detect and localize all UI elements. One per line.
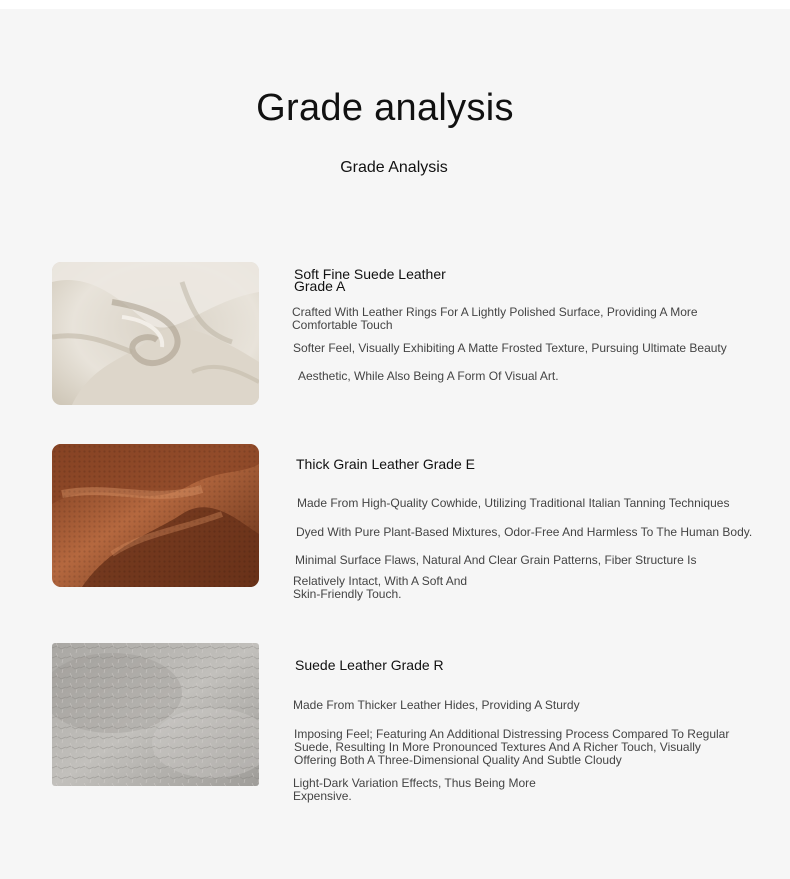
grade-e-desc-line: Made From High-Quality Cowhide, Utilizing Traditional Italian Tanning Techniques [297,496,730,510]
grade-a-desc-line: Softer Feel, Visually Exhibiting A Matte Frosted Texture, Pursuing Ultimate Beauty [293,341,727,355]
grade-analysis-section [0,9,790,879]
grade-r-desc-line: Imposing Feel; Featuring An Additional Distressing Process Compared To Regular [294,727,730,741]
grade-r-desc-line: Expensive. [293,789,352,803]
grade-r-desc-line: Suede, Resulting In More Pronounced Textures And A Richer Touch, Visually [294,740,701,754]
grade-a-title-line1: Soft Fine Suede Leather [294,266,446,282]
grade-r-leather-image [52,643,259,786]
grade-a-title-line2: Grade A [294,278,346,294]
grade-a-desc-line: Aesthetic, While Also Being A Form Of Visual Art. [298,369,559,383]
top-edge-band [0,0,790,9]
grade-a-desc-line: Crafted With Leather Rings For A Lightly Polished Surface, Providing A More [292,305,698,319]
grade-e-leather-image [52,444,259,587]
grade-e-desc-line: Skin-Friendly Touch. [293,587,402,601]
grade-r-desc-line: Offering Both A Three-Dimensional Quality And Subtle Cloudy [294,753,622,767]
grade-r-desc-line: Made From Thicker Leather Hides, Providing A Sturdy [293,698,580,712]
page-subtitle: Grade Analysis [340,159,448,176]
grade-e-title: Thick Grain Leather Grade E [296,456,475,472]
grade-e-desc-line: Relatively Intact, With A Soft And [293,574,468,588]
grade-a-desc-line: Comfortable Touch [292,318,393,332]
grade-r-desc-line: Light-Dark Variation Effects, Thus Being More [293,776,536,790]
grade-e-desc-line: Dyed With Pure Plant-Based Mixtures, Odor-Free And Harmless To The Human Body. [296,525,753,539]
grade-e-desc-line: Minimal Surface Flaws, Natural And Clear Grain Patterns, Fiber Structure Is [295,553,697,567]
grade-r-title: Suede Leather Grade R [295,657,444,673]
page-title: Grade analysis [256,87,514,129]
grade-a-leather-image [52,262,259,405]
